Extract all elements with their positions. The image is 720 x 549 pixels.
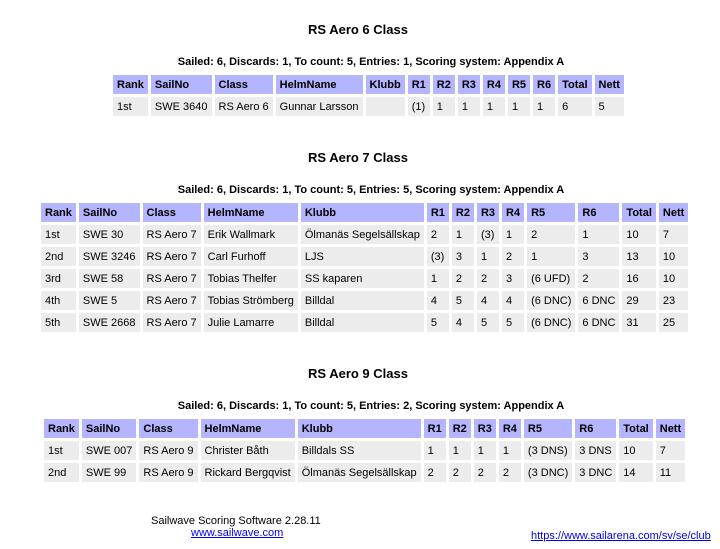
- cell-class: RS Aero 6: [215, 97, 273, 116]
- cell-r4: 1: [483, 97, 505, 116]
- cell-r3: 1: [477, 247, 499, 266]
- table-header-row: [41, 203, 688, 222]
- table-row: [113, 97, 624, 116]
- site-link[interactable]: https://www.sailarena.com/sv/se/club: [531, 530, 711, 542]
- cell-r4: 5: [502, 313, 524, 332]
- cell-r5: (3 DNS): [524, 441, 572, 460]
- cell-r5: 2: [527, 225, 575, 244]
- cell-nett: 7: [656, 441, 685, 460]
- column-header-r4: R4: [502, 203, 524, 222]
- cell-helmname: Julie Lamarre: [204, 313, 298, 332]
- table-row: [44, 441, 685, 460]
- cell-sailno: SWE 007: [82, 441, 136, 460]
- column-header-r5: R5: [527, 203, 575, 222]
- section-summary-rs-aero-9: Sailed: 6, Discards: 1, To count: 5, Entries: 2, Scoring system: Appendix A: [177, 400, 565, 412]
- cell-r2: 3: [452, 247, 474, 266]
- cell-r2: 2: [449, 463, 471, 482]
- cell-r4: 4: [502, 291, 524, 310]
- cell-r4: 1: [502, 225, 524, 244]
- column-header-r3: R3: [474, 419, 496, 438]
- cell-r2: 1: [433, 97, 455, 116]
- cell-total: 16: [622, 269, 655, 288]
- cell-class: RS Aero 7: [143, 269, 201, 288]
- column-header-rank: Rank: [44, 419, 79, 438]
- column-header-rank: Rank: [41, 203, 76, 222]
- cell-r5: 1: [508, 97, 530, 116]
- cell-r6: 2: [578, 269, 619, 288]
- column-header-total: Total: [619, 419, 652, 438]
- cell-rank: 1st: [44, 441, 79, 460]
- cell-helmname: Carl Furhoff: [204, 247, 298, 266]
- software-link[interactable]: www.sailwave.com: [191, 527, 284, 539]
- column-header-r4: R4: [499, 419, 521, 438]
- cell-r1: (1): [408, 97, 430, 116]
- cell-sailno: SWE 30: [79, 225, 140, 244]
- column-header-nett: Nett: [595, 75, 624, 94]
- cell-r1: (3): [427, 247, 449, 266]
- column-header-r6: R6: [533, 75, 555, 94]
- section-summary-rs-aero-6: Sailed: 6, Discards: 1, To count: 5, Entries: 1, Scoring system: Appendix A: [177, 56, 565, 68]
- cell-r3: (3): [477, 225, 499, 244]
- results-table-rs-aero-7: [38, 200, 691, 335]
- cell-r5: (6 DNC): [527, 313, 575, 332]
- cell-r5: (6 DNC): [527, 291, 575, 310]
- cell-rank: 1st: [41, 225, 76, 244]
- cell-nett: 11: [656, 463, 685, 482]
- cell-r6: 3 DNC: [575, 463, 616, 482]
- cell-r2: 1: [449, 441, 471, 460]
- cell-class: RS Aero 9: [139, 441, 197, 460]
- cell-total: 6: [558, 97, 591, 116]
- cell-rank: 2nd: [44, 463, 79, 482]
- cell-r3: 5: [477, 313, 499, 332]
- cell-r6: 1: [578, 225, 619, 244]
- column-header-r6: R6: [578, 203, 619, 222]
- cell-sailno: SWE 3246: [79, 247, 140, 266]
- cell-r1: 1: [424, 441, 446, 460]
- cell-r2: 5: [452, 291, 474, 310]
- column-header-helmname: HelmName: [201, 419, 295, 438]
- cell-r5: 1: [527, 247, 575, 266]
- cell-nett: 23: [659, 291, 688, 310]
- column-header-r2: R2: [433, 75, 455, 94]
- cell-r3: 1: [474, 441, 496, 460]
- cell-r6: 3 DNS: [575, 441, 616, 460]
- column-header-r3: R3: [458, 75, 480, 94]
- column-header-r6: R6: [575, 419, 616, 438]
- table-row: [44, 463, 685, 482]
- cell-r1: 4: [427, 291, 449, 310]
- column-header-r5: R5: [524, 419, 572, 438]
- cell-r6: 3: [578, 247, 619, 266]
- results-table-rs-aero-6: [110, 72, 627, 119]
- column-header-sailno: SailNo: [79, 203, 140, 222]
- cell-r4: 2: [502, 247, 524, 266]
- cell-r5: (3 DNC): [524, 463, 572, 482]
- cell-r6: 6 DNC: [578, 291, 619, 310]
- cell-class: RS Aero 7: [143, 247, 201, 266]
- cell-klubb: [366, 97, 405, 116]
- cell-r3: 2: [477, 269, 499, 288]
- column-header-class: Class: [215, 75, 273, 94]
- software-credit: Sailwave Scoring Software 2.28.11: [151, 515, 321, 527]
- column-header-class: Class: [143, 203, 201, 222]
- column-header-klubb: Klubb: [366, 75, 405, 94]
- cell-nett: 10: [659, 247, 688, 266]
- cell-nett: 5: [595, 97, 624, 116]
- cell-class: RS Aero 7: [143, 225, 201, 244]
- cell-r1: 2: [427, 225, 449, 244]
- cell-total: 10: [622, 225, 655, 244]
- column-header-total: Total: [558, 75, 591, 94]
- column-header-sailno: SailNo: [151, 75, 212, 94]
- cell-r5: (6 UFD): [527, 269, 575, 288]
- section-title-rs-aero-9: RS Aero 9 Class: [308, 366, 408, 381]
- cell-klubb: SS kaparen: [301, 269, 424, 288]
- column-header-r5: R5: [508, 75, 530, 94]
- column-header-r4: R4: [483, 75, 505, 94]
- column-header-helmname: HelmName: [204, 203, 298, 222]
- cell-helmname: Rickard Bergqvist: [201, 463, 295, 482]
- results-table-rs-aero-9: [41, 416, 688, 485]
- cell-helmname: Tobias Strömberg: [204, 291, 298, 310]
- cell-r4: 1: [499, 441, 521, 460]
- cell-helmname: Tobias Thelfer: [204, 269, 298, 288]
- cell-r1: 1: [427, 269, 449, 288]
- cell-class: RS Aero 9: [139, 463, 197, 482]
- cell-rank: 1st: [113, 97, 148, 116]
- cell-r1: 5: [427, 313, 449, 332]
- section-title-rs-aero-6: RS Aero 6 Class: [308, 22, 408, 37]
- cell-class: RS Aero 7: [143, 291, 201, 310]
- column-header-r3: R3: [477, 203, 499, 222]
- cell-r6: 1: [533, 97, 555, 116]
- cell-klubb: Ölmanäs Segelsällskap: [298, 463, 421, 482]
- cell-r3: 1: [458, 97, 480, 116]
- cell-total: 10: [619, 441, 652, 460]
- column-header-nett: Nett: [656, 419, 685, 438]
- cell-r3: 4: [477, 291, 499, 310]
- cell-rank: 2nd: [41, 247, 76, 266]
- table-row: [41, 247, 688, 266]
- cell-r1: 2: [424, 463, 446, 482]
- cell-helmname: Erik Wallmark: [204, 225, 298, 244]
- cell-total: 14: [619, 463, 652, 482]
- cell-r4: 2: [499, 463, 521, 482]
- cell-r3: 2: [474, 463, 496, 482]
- cell-nett: 10: [659, 269, 688, 288]
- table-header-row: [113, 75, 624, 94]
- column-header-helmname: HelmName: [276, 75, 363, 94]
- table-row: [41, 225, 688, 244]
- cell-r2: 4: [452, 313, 474, 332]
- cell-r2: 2: [452, 269, 474, 288]
- cell-sailno: SWE 58: [79, 269, 140, 288]
- cell-klubb: Billdals SS: [298, 441, 421, 460]
- section-title-rs-aero-7: RS Aero 7 Class: [308, 150, 408, 165]
- cell-rank: 3rd: [41, 269, 76, 288]
- column-header-r2: R2: [449, 419, 471, 438]
- cell-helmname: Christer Båth: [201, 441, 295, 460]
- cell-klubb: Billdal: [301, 313, 424, 332]
- cell-class: RS Aero 7: [143, 313, 201, 332]
- cell-rank: 4th: [41, 291, 76, 310]
- cell-sailno: SWE 3640: [151, 97, 212, 116]
- table-row: [41, 291, 688, 310]
- cell-klubb: Billdal: [301, 291, 424, 310]
- cell-r6: 6 DNC: [578, 313, 619, 332]
- cell-klubb: Ölmanäs Segelsällskap: [301, 225, 424, 244]
- column-header-klubb: Klubb: [301, 203, 424, 222]
- cell-nett: 25: [659, 313, 688, 332]
- column-header-r1: R1: [427, 203, 449, 222]
- cell-sailno: SWE 99: [82, 463, 136, 482]
- table-header-row: [44, 419, 685, 438]
- column-header-r1: R1: [408, 75, 430, 94]
- column-header-sailno: SailNo: [82, 419, 136, 438]
- column-header-klubb: Klubb: [298, 419, 421, 438]
- column-header-total: Total: [622, 203, 655, 222]
- table-row: [41, 269, 688, 288]
- cell-r4: 3: [502, 269, 524, 288]
- cell-total: 31: [622, 313, 655, 332]
- cell-rank: 5th: [41, 313, 76, 332]
- cell-sailno: SWE 2668: [79, 313, 140, 332]
- cell-total: 29: [622, 291, 655, 310]
- cell-r2: 1: [452, 225, 474, 244]
- cell-nett: 7: [659, 225, 688, 244]
- column-header-nett: Nett: [659, 203, 688, 222]
- cell-helmname: Gunnar Larsson: [276, 97, 363, 116]
- column-header-class: Class: [139, 419, 197, 438]
- cell-total: 13: [622, 247, 655, 266]
- section-summary-rs-aero-7: Sailed: 6, Discards: 1, To count: 5, Entries: 5, Scoring system: Appendix A: [177, 184, 565, 196]
- cell-klubb: LJS: [301, 247, 424, 266]
- column-header-r1: R1: [424, 419, 446, 438]
- column-header-rank: Rank: [113, 75, 148, 94]
- table-row: [41, 313, 688, 332]
- cell-sailno: SWE 5: [79, 291, 140, 310]
- column-header-r2: R2: [452, 203, 474, 222]
